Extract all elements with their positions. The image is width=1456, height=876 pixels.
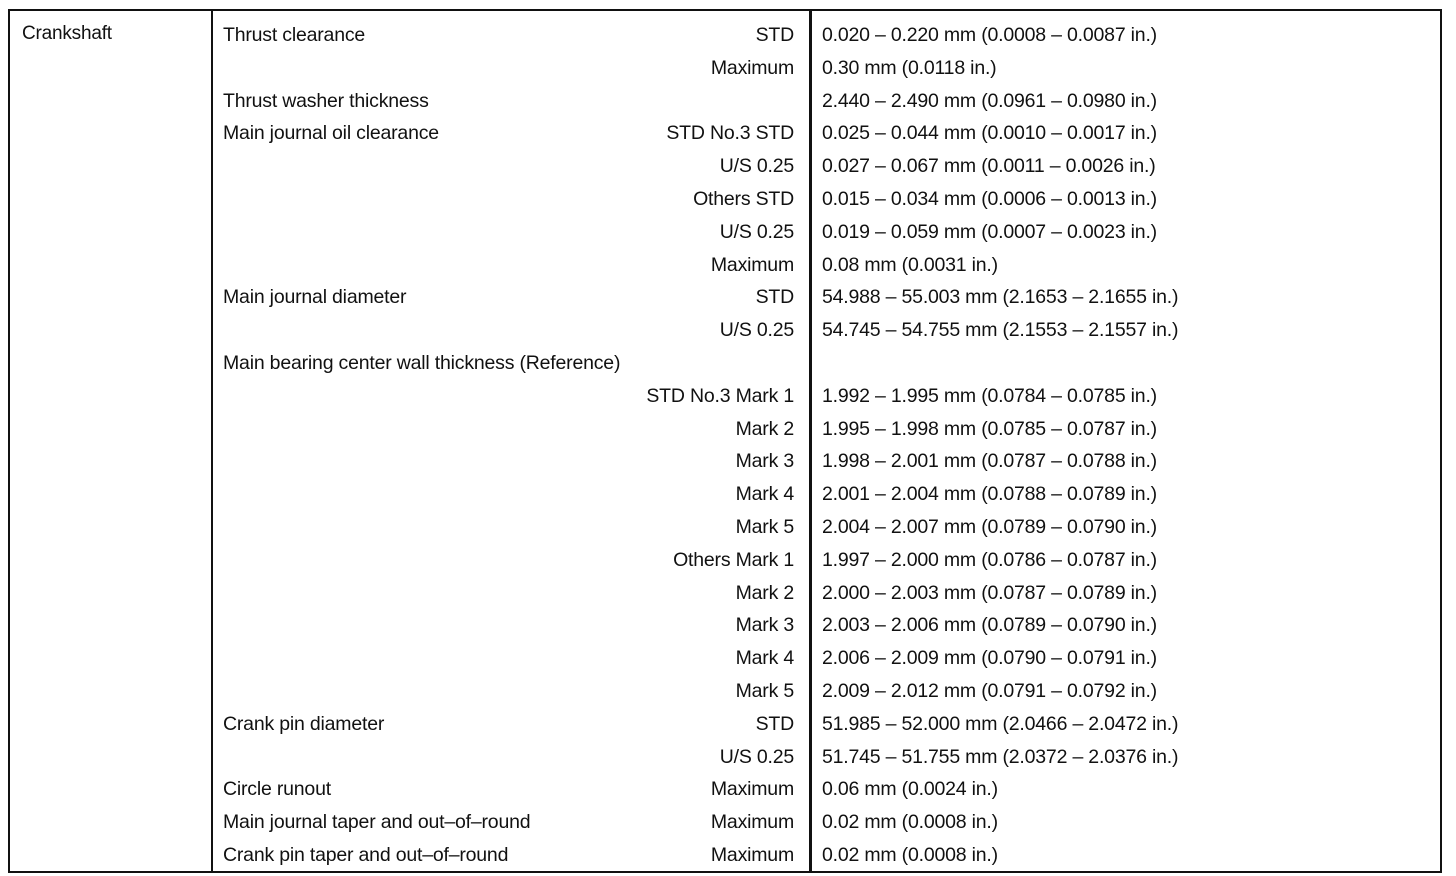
spec-value: 1.997 – 2.000 mm (0.0786 – 0.0787 in.) [822, 548, 1157, 571]
spec-value: 1.992 – 1.995 mm (0.0784 – 0.0785 in.) [822, 384, 1157, 407]
table-row [10, 806, 1440, 839]
spec-value: 0.30 mm (0.0118 in.) [822, 56, 997, 79]
condition-label: U/S 0.25 [719, 745, 794, 768]
item-label: Thrust washer thickness [223, 89, 429, 112]
condition-label: STD [755, 24, 794, 46]
condition-label: STD [755, 286, 794, 309]
condition-label: U/S 0.25 [719, 220, 794, 243]
table-row [10, 839, 1440, 872]
spec-value: 2.001 – 2.004 mm (0.0788 – 0.0789 in.) [822, 483, 1157, 506]
spec-value: 51.745 – 51.755 mm (2.0372 – 2.0376 in.) [822, 745, 1179, 768]
condition-label: Maximum [710, 56, 794, 79]
spec-value: 0.025 – 0.044 mm (0.0010 – 0.0017 in.) [822, 122, 1157, 145]
spec-value: 0.06 mm (0.0024 in.) [822, 778, 998, 801]
spec-value: 2.004 – 2.007 mm (0.0789 – 0.0790 in.) [822, 515, 1157, 538]
condition-label: Mark 3 [735, 614, 794, 637]
component-name: Crankshaft [22, 23, 112, 44]
table-row [10, 347, 1440, 380]
spec-value: 0.08 mm (0.0031 in.) [822, 253, 998, 276]
table-row [10, 773, 1440, 806]
spec-value: 54.988 – 55.003 mm (2.1653 – 2.1655 in.) [822, 286, 1179, 309]
condition-label: Mark 2 [735, 417, 794, 440]
table-row [10, 216, 1440, 249]
condition-label: STD No.3 STD [666, 122, 794, 145]
table-row [10, 52, 1440, 85]
item-label: Main journal taper and out–of–round [223, 811, 531, 834]
item-label: Main journal oil clearance [223, 122, 439, 145]
condition-label: Maximum [710, 843, 794, 866]
item-label: Main journal diameter [223, 286, 407, 309]
table-row [10, 380, 1440, 413]
spec-value: 51.985 – 52.000 mm (2.0466 – 2.0472 in.) [822, 712, 1179, 735]
spec-value: 0.020 – 0.220 mm (0.0008 – 0.0087 in.) [822, 24, 1157, 46]
table-row [10, 413, 1440, 446]
spec-value: 54.745 – 54.755 mm (2.1553 – 2.1557 in.) [822, 319, 1179, 342]
table-row [10, 577, 1440, 610]
table-row [10, 544, 1440, 577]
condition-label: STD No.3 Mark 1 [646, 384, 794, 407]
table-row [10, 183, 1440, 216]
spec-value: 2.000 – 2.003 mm (0.0787 – 0.0789 in.) [822, 581, 1157, 604]
spec-value: 0.015 – 0.034 mm (0.0006 – 0.0013 in.) [822, 187, 1157, 210]
item-label: Crank pin diameter [223, 712, 385, 735]
condition-label: STD [755, 712, 794, 735]
condition-label: Maximum [710, 253, 794, 276]
item-label: Circle runout [223, 778, 331, 801]
table-row [10, 19, 1440, 52]
table-row [10, 281, 1440, 314]
spec-value: 0.02 mm (0.0008 in.) [822, 811, 998, 834]
item-label: Crank pin taper and out–of–round [223, 843, 509, 866]
table-row [10, 150, 1440, 183]
table-row [10, 675, 1440, 708]
spec-value: 1.998 – 2.001 mm (0.0787 – 0.0788 in.) [822, 450, 1157, 473]
condition-label: Others STD [693, 187, 794, 210]
spec-value: 2.006 – 2.009 mm (0.0790 – 0.0791 in.) [822, 647, 1157, 670]
spec-value: 0.019 – 0.059 mm (0.0007 – 0.0023 in.) [822, 220, 1157, 243]
spec-value: 0.027 – 0.067 mm (0.0011 – 0.0026 in.) [822, 155, 1156, 178]
spec-rows [10, 19, 1440, 872]
spec-table [8, 9, 1442, 873]
condition-label: Mark 2 [735, 581, 794, 604]
spec-value: 1.995 – 1.998 mm (0.0785 – 0.0787 in.) [822, 417, 1157, 440]
condition-label: Maximum [710, 811, 794, 834]
spec-value: 2.009 – 2.012 mm (0.0791 – 0.0792 in.) [822, 679, 1157, 702]
table-row [10, 117, 1440, 150]
table-row [10, 249, 1440, 282]
table-row [10, 741, 1440, 774]
condition-label: Mark 5 [735, 515, 794, 538]
spec-value: 2.440 – 2.490 mm (0.0961 – 0.0980 in.) [822, 89, 1157, 112]
table-row [10, 478, 1440, 511]
condition-label: Mark 5 [735, 679, 794, 702]
table-row [10, 445, 1440, 478]
condition-label: Others Mark 1 [673, 548, 794, 571]
condition-label: U/S 0.25 [719, 155, 794, 178]
item-label: Thrust clearance [223, 24, 366, 46]
condition-label: Mark 4 [735, 483, 794, 506]
spec-value: 0.02 mm (0.0008 in.) [822, 843, 998, 866]
condition-label: Maximum [710, 778, 794, 801]
condition-label: Mark 3 [735, 450, 794, 473]
condition-label: U/S 0.25 [719, 319, 794, 342]
table-row [10, 708, 1440, 741]
item-label: Main bearing center wall thickness (Reference) [223, 351, 621, 374]
spec-value: 2.003 – 2.006 mm (0.0789 – 0.0790 in.) [822, 614, 1157, 637]
table-row [10, 511, 1440, 544]
table-row [10, 609, 1440, 642]
table-row [10, 314, 1440, 347]
table-row [10, 642, 1440, 675]
condition-label: Mark 4 [735, 647, 794, 670]
table-row [10, 85, 1440, 118]
